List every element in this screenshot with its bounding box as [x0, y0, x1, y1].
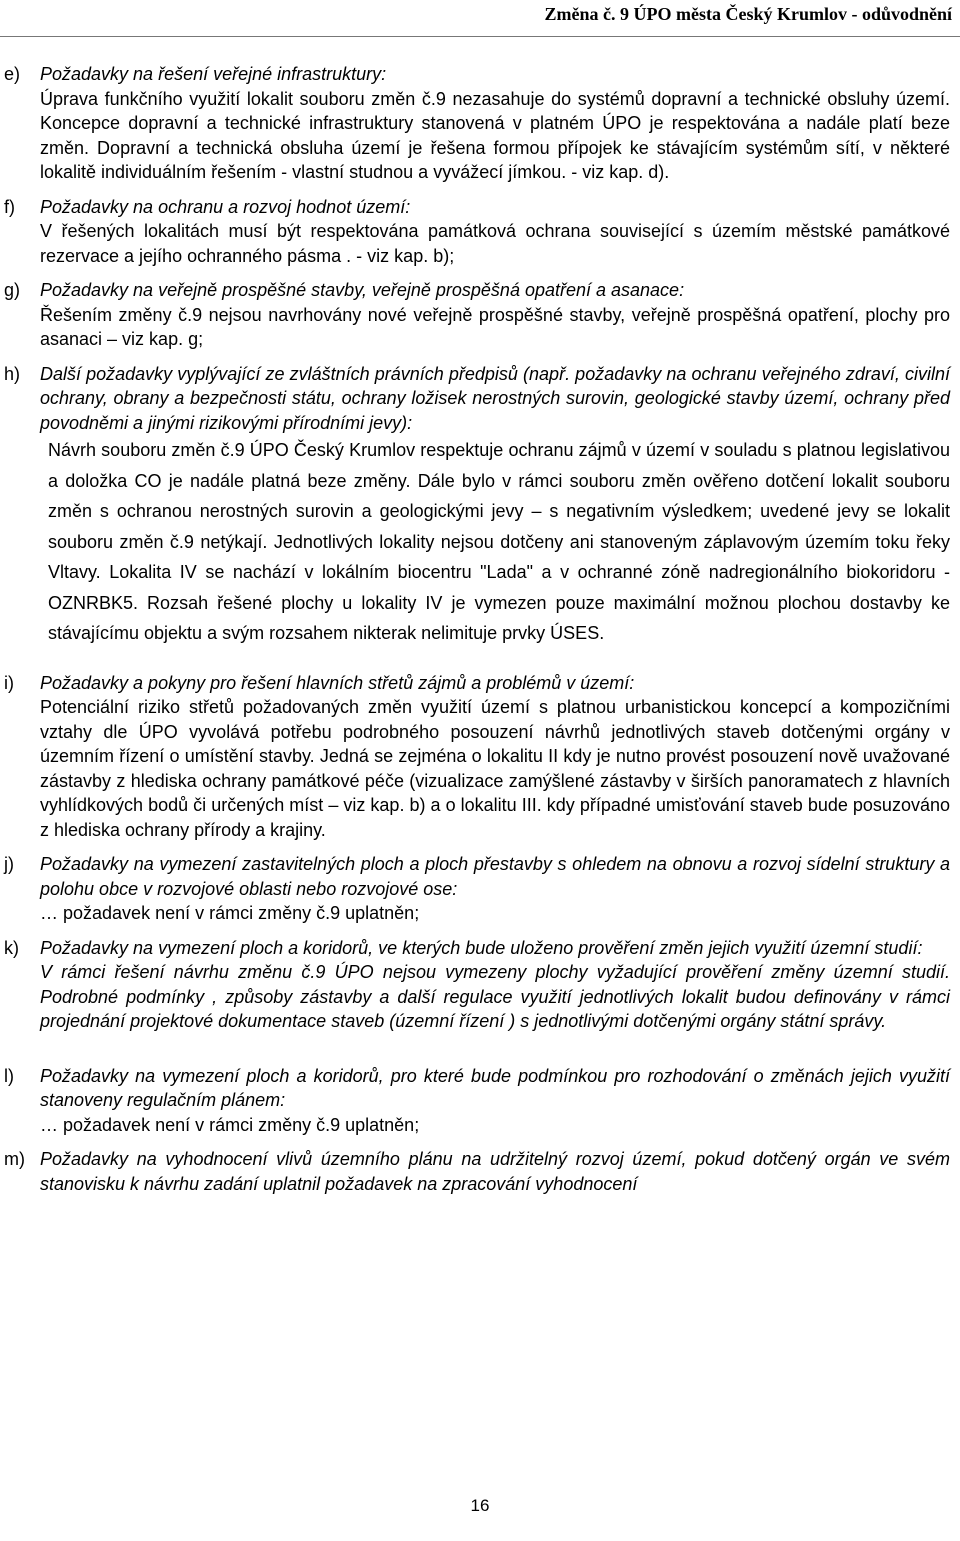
section-heading: Požadavky na vymezení ploch a koridorů, pro které bude podmínkou pro rozhodování o změnách jejich využití stanoveny regulačním plánem: — [40, 1065, 950, 1110]
section-text: Řešením změny č.9 nejsou navrhovány nové veřejně prospěšné stavby, veřejně prospěšná opatření, plochy pro asanaci – viz kap. g; — [40, 304, 950, 349]
section-letter: g) — [4, 280, 21, 300]
section-heading: Požadavky a pokyny pro řešení hlavních střetů zájmů a problémů v území: — [40, 672, 635, 693]
section-heading: Požadavky na ochranu a rozvoj hodnot území: — [40, 196, 411, 217]
section-letter: i) — [4, 672, 14, 693]
section-letter: h) — [4, 363, 21, 384]
section-letter: j) — [4, 854, 14, 874]
header-divider — [0, 36, 960, 37]
section-letter: k) — [4, 937, 19, 958]
section-text: Úprava funkčního využití lokalit souboru změn č.9 nezasahuje do systémů dopravní a technické obsluhy území. Koncepce dopravní a technické infrastruktury stanovená v platném ÚPO je respektována a nadále platí beze změn. Dopravní a technická obsluha území je řešena formou přípojek ke stávajícím systémům sítí, v některé lokalitě individuálním řešením - vlastní studnou a vyvážecí jímkou. - viz kap. d). — [40, 88, 950, 182]
page-number: 16 — [470, 1496, 490, 1515]
section-text: Potenciální riziko střetů požadovaných změn využití území s platnou urbanistickou koncepcí a kompozičními vztahy dle ÚPO vyvolává potřebu podrobného posouzení návrhů jednotlivých staveb dotčenými orgány v územním řízení o umístění stavby. Jedná se zejména o lokalitu II kdy je nutno provést posouzení nově uvažované zástavby z hlediska ochrany památkové péče (vizualizace zamýšlené zástavby v širších panoramatech z hlavních vyhlídkových bodů či určených míst – viz kap. b) a o lokalitu III. kdy případné umisťování staveb bude posuzováno z hlediska ochrany přírody a krajiny. — [40, 697, 950, 840]
section-letter: f) — [4, 196, 15, 217]
section-h — [0, 362, 950, 649]
section-letter: m) — [4, 1149, 25, 1169]
section-heading: Požadavky na řešení veřejné infrastruktury: — [40, 64, 387, 84]
document-header: Změna č. 9 ÚPO města Český Krumlov - odůvodnění — [544, 4, 952, 24]
section-f — [0, 195, 950, 269]
section-g — [0, 278, 950, 352]
section-letter: e) — [4, 64, 21, 84]
section-m — [0, 1147, 950, 1196]
section-j — [0, 852, 950, 926]
section-text: V řešených lokalitách musí být respektována památková ochrana související s územím městské památkové rezervace a jejího ochranného pásma . - viz kap. b); — [40, 221, 950, 266]
section-heading: Požadavky na vymezení ploch a koridorů, ve kterých bude uloženo prověření změn jejich využití územní studií: — [40, 937, 923, 958]
section-heading: Požadavky na veřejně prospěšné stavby, veřejně prospěšná opatření a asanace: — [40, 280, 685, 300]
section-heading: Další požadavky vyplývající ze zvláštních právních předpisů (např. požadavky na ochranu veřejného zdraví, civilní ochrany, obrany a bezpečnosti státu, ochrany ložisek nerostných surovin, geologické stavby území, ochrany před povodněmi a jinými rizikovými přírodními jevy): — [40, 363, 950, 433]
section-text: V rámci řešení návrhu změnu č.9 ÚPO nejsou vymezeny plochy vyžadující prověření změny územní studií. Podrobné podmínky , způsoby zástavby a další regulace využití jednotlivých lokalit budou definovány v rámci projednání projektové dokumentace staveb (územní řízení ) s jednotlivými dotčenými orgány státní správy. — [40, 962, 950, 1031]
document-body — [0, 62, 950, 1206]
section-l — [0, 1064, 950, 1138]
section-k — [0, 936, 950, 1034]
section-letter: l) — [4, 1065, 14, 1086]
section-text: … požadavek není v rámci změny č.9 uplatněn; — [40, 903, 420, 923]
section-heading: Požadavky na vymezení zastavitelných ploch a ploch přestavby s ohledem na obnovu a rozvoj sídelní struktury a polohu obce v rozvojové oblasti nebo rozvojové ose: — [40, 854, 950, 899]
section-e — [0, 62, 950, 185]
section-heading: Požadavky na vyhodnocení vlivů územního plánu na udržitelný rozvoj území, pokud dotčený orgán ve svém stanovisku k návrhu zadání uplatnil požadavek na zpracování vyhodnocení — [40, 1149, 950, 1194]
section-text: Návrh souboru změn č.9 ÚPO Český Krumlov respektuje ochranu zájmů v území v souladu s platnou legislativou a doložka CO je nadále platná beze změny. Dále bylo v rámci souboru změn ověřeno dotčení lokalit souboru změn s ochranou nerostných surovin a geologickými jevy – s negativním výsledkem; uvedené jevy se lokalit souboru změn č.9 netýkají. Jednotlivých lokality nejsou dotčeny ani stanoveným záplavovým územím toku řeky Vltavy. Lokalita IV se nachází v lokálním biocentru "Lada" a v ochranné zóně nadregionálního biokoridoru - OZNRBK5. Rozsah řešené plochy u lokality IV je vymezen pouze maximální možnou plochou dostavby ke stávajícímu objektu a svým rozsahem nikterak nelimituje prvky ÚSES. — [48, 440, 950, 643]
section-text: … požadavek není v rámci změny č.9 uplatněn; — [40, 1114, 420, 1135]
section-i — [0, 671, 950, 843]
